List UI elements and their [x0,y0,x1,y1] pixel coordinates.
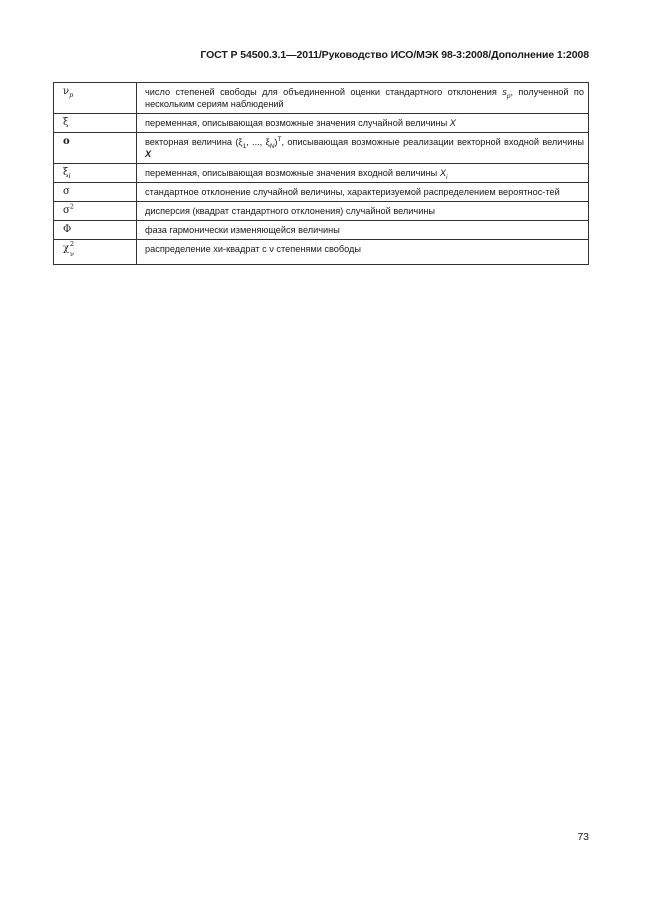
symbol-cell: $\nu_p$ [54,83,137,114]
description-cell: дисперсия (квадрат стандартного отклонения) случайной величины [137,202,589,221]
table-row [54,133,589,164]
table-row [54,221,589,240]
table-row [54,83,589,114]
table-row [54,183,589,202]
symbol-cell: ο [54,133,137,164]
description-cell: стандартное отклонение случайной величины, характеризуемой распределением вероятнос-тей [137,183,589,202]
description-cell: векторная величина ($\xi_1$, ..., $\xi_N)^T$, описывающая возможные реализации векторной входной величины X [137,133,589,164]
symbol-cell: σ [54,183,137,202]
symbol-cell: Φ [54,221,137,240]
description-cell: число степеней свободы для объединенной оценки стандартного отклонения $s_p$, полученной по нескольким сериям наблюдений [137,83,589,114]
symbol-cell: $\xi_i$ [54,164,137,183]
table-row [54,240,589,265]
symbols-table [53,82,589,265]
table-row [54,164,589,183]
page-number: 73 [577,831,589,843]
description-cell: распределение хи-квадрат с ν степенями свободы [137,240,589,265]
description-cell: переменная, описывающая возможные значения случайной величины X [137,114,589,133]
page-header: ГОСТ Р 54500.3.1—2011/Руководство ИСО/МЭК 98-3:2008/Дополнение 1:2008 [200,49,589,61]
table-row [54,202,589,221]
description-cell: фаза гармонически изменяющейся величины [137,221,589,240]
symbol-cell: ξ [54,114,137,133]
symbol-cell: $\sigma^2$ [54,202,137,221]
symbol-cell: χ 2 ν [54,240,137,265]
description-cell: переменная, описывающая возможные значения входной величины $X_i$ [137,164,589,183]
table-row [54,114,589,133]
